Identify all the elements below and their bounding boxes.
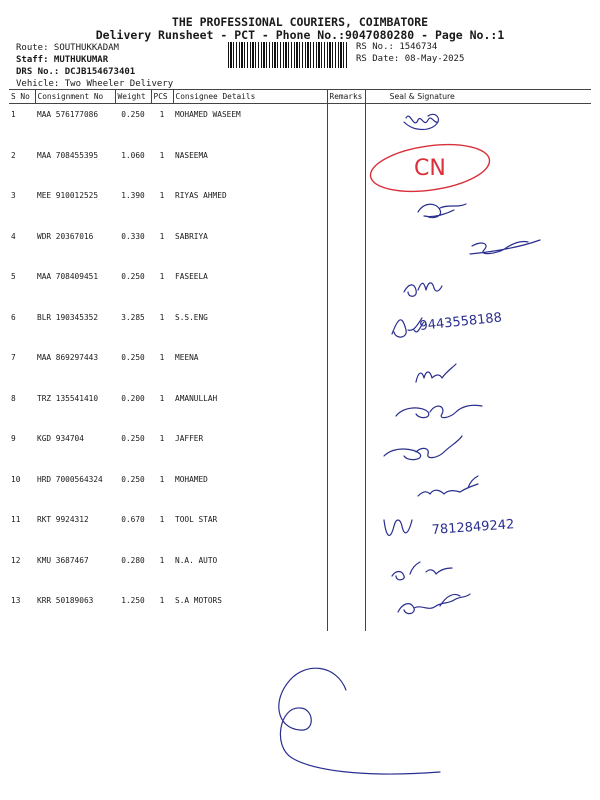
row-pcs: 1 [159, 191, 165, 200]
large-signature [279, 668, 440, 774]
row-weight: 0.280 [121, 555, 145, 565]
col-remarks: Remarks [327, 90, 365, 104]
row-weight: 1.390 [121, 191, 145, 200]
row-consignee: S.S.ENG [175, 312, 208, 322]
company-title: THE PROFESSIONAL COURIERS, COIMBATORE [171, 15, 429, 29]
staff-label: Staff: MUTHUKUMAR [16, 55, 109, 65]
row-signature [365, 509, 591, 550]
row-consignee: AMANULLAH [175, 393, 218, 403]
row-pcs: 1 [159, 272, 165, 281]
row-sno: 12 [11, 555, 21, 565]
row-remarks [327, 266, 365, 307]
cn-stamp-text: CN [414, 156, 446, 181]
table-row [9, 550, 591, 591]
row-consignment: RKT 9924312 [37, 515, 89, 524]
row-signature [365, 185, 591, 226]
row-pcs: 1 [159, 474, 165, 484]
row-sno: 8 [11, 393, 16, 403]
row-remarks [327, 185, 365, 226]
col-pcs: PCS [151, 90, 173, 104]
row-consignee: JAFFER [175, 434, 204, 443]
row-remarks [327, 307, 365, 348]
row-consignee: MOHAMED WASEEM [175, 110, 241, 119]
row-consignment: MAA 869297443 [37, 353, 99, 362]
table-row [9, 185, 591, 226]
row-weight: 0.250 [121, 353, 145, 362]
row-consignment: KMU 3687467 [37, 555, 89, 565]
row-sno: 9 [11, 434, 16, 443]
row-remarks [327, 590, 365, 631]
row-pcs: 1 [159, 555, 165, 565]
row-remarks [327, 226, 365, 267]
row-weight: 0.670 [121, 515, 145, 524]
row-pcs: 1 [159, 110, 165, 119]
row-weight: 3.285 [121, 312, 145, 322]
row-sno: 6 [11, 312, 16, 322]
row-signature [365, 145, 591, 186]
drs-label: DRS No.: DCJB154673401 [16, 67, 136, 77]
row-pcs: 1 [159, 393, 165, 403]
row-consignee: FASEELA [175, 272, 208, 281]
col-seal: Seal & Signature [365, 90, 591, 104]
table-row [9, 145, 591, 186]
row-weight: 0.200 [121, 393, 145, 403]
row-signature [365, 590, 591, 631]
row-pcs: 1 [159, 515, 165, 524]
row-consignment: HRD 7000564324 [37, 474, 103, 484]
row-sno: 1 [11, 110, 16, 119]
table-row [9, 388, 591, 429]
row-consignment: MEE 910012525 [37, 191, 99, 200]
row-consignment: WDR 20367016 [37, 231, 94, 241]
row-weight: 1.060 [121, 150, 145, 160]
row-consignee: MEENA [175, 353, 199, 362]
row-weight: 0.250 [121, 474, 145, 484]
table-row [9, 428, 591, 469]
row-consignee: TOOL STAR [175, 515, 218, 524]
row-sno: 10 [11, 474, 21, 484]
rs-date: RS Date: 08-May-2025 [356, 54, 465, 64]
row-sno: 3 [11, 191, 16, 200]
row-signature [365, 428, 591, 469]
row-signature [365, 266, 591, 307]
row-consignment: KGD 934704 [37, 434, 84, 443]
row-pcs: 1 [159, 434, 165, 443]
route-label: Route: SOUTHUKKADAM [16, 43, 119, 53]
row-pcs: 1 [159, 231, 165, 241]
row-sno: 2 [11, 150, 16, 160]
row-pcs: 1 [159, 596, 165, 605]
table-row [9, 347, 591, 388]
row-signature [365, 347, 591, 388]
row-signature [365, 104, 591, 145]
col-consignee: Consignee Details [173, 90, 327, 104]
row-consignee: S.A MOTORS [175, 596, 222, 605]
table-header [9, 90, 591, 104]
table-row [9, 590, 591, 631]
row-remarks [327, 347, 365, 388]
col-weight: Weight [115, 90, 151, 104]
row-weight: 0.250 [121, 434, 145, 443]
row-consignee: SABRIYA [175, 231, 208, 241]
col-consignment: Consignment No [35, 90, 115, 104]
runsheet-title: Delivery Runsheet - PCT - Phone No.:9047080280 - Page No.:1 [95, 28, 505, 42]
row-remarks [327, 104, 365, 145]
row-remarks [327, 469, 365, 510]
table-row [9, 509, 591, 550]
runsheet-table [9, 89, 591, 631]
table-row [9, 307, 591, 348]
col-sno: S No [9, 90, 35, 104]
row-signature [365, 226, 591, 267]
row-consignee: RIYAS AHMED [175, 191, 227, 200]
table-row [9, 226, 591, 267]
row-weight: 0.330 [121, 231, 145, 241]
row-remarks [327, 428, 365, 469]
row-sno: 11 [11, 515, 21, 524]
handwritten-phone-row-11: 7812849242 [431, 517, 515, 538]
row-consignee: MOHAMED [175, 474, 208, 484]
handwritten-phone-row-6: 9443558188 [418, 310, 503, 334]
rs-number: RS No.: 1546734 [356, 42, 438, 52]
row-pcs: 1 [159, 353, 165, 362]
row-pcs: 1 [159, 312, 165, 322]
row-sno: 13 [11, 596, 21, 605]
table-row [9, 469, 591, 510]
row-remarks [327, 145, 365, 186]
row-consignee: NASEEMA [175, 150, 208, 160]
row-consignment: KRR 50189063 [37, 596, 94, 605]
row-sno: 4 [11, 231, 16, 241]
row-consignment: TRZ 135541410 [37, 393, 99, 403]
row-remarks [327, 550, 365, 591]
table-row [9, 104, 591, 145]
row-weight: 1.250 [121, 596, 145, 605]
barcode [228, 42, 348, 68]
row-consignment: BLR 190345352 [37, 312, 99, 322]
row-consignment: MAA 708409451 [37, 272, 99, 281]
table-row [9, 266, 591, 307]
row-consignee: N.A. AUTO [175, 555, 218, 565]
row-pcs: 1 [159, 150, 165, 160]
row-consignment: MAA 576177086 [37, 110, 99, 119]
row-sno: 5 [11, 272, 16, 281]
row-consignment: MAA 708455395 [37, 150, 99, 160]
row-signature [365, 469, 591, 510]
row-sno: 7 [11, 353, 16, 362]
row-signature [365, 307, 591, 348]
row-signature [365, 388, 591, 429]
row-remarks [327, 388, 365, 429]
row-remarks [327, 509, 365, 550]
row-weight: 0.250 [121, 272, 145, 281]
row-signature [365, 550, 591, 591]
vehicle-label: Vehicle: Two Wheeler Delivery [16, 79, 174, 89]
row-weight: 0.250 [121, 110, 145, 119]
